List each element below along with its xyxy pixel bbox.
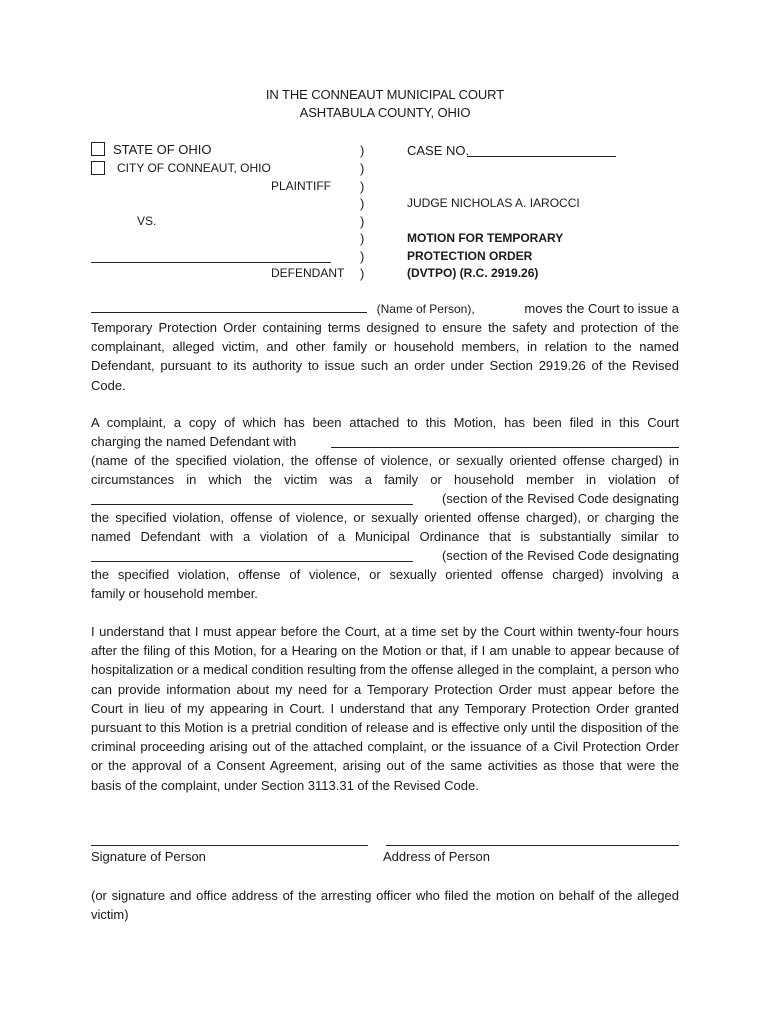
para1-first-line xyxy=(91,299,679,319)
revised-code-section-line[interactable] xyxy=(91,492,413,505)
para3-body: I understand that I must appear before the Court, at a time set by the Court within twenty-four hours after the filing of this Motion, for a Hearing on the Motion or that, if I am unable to appear because of hospitalization or a medical condition resulting from the offense alleged in the complaint, a person who can provide information about my need for a Temporary Protection Order must appear before the Court in lieu of my appearing in Court. I understand that any Temporary Protection Order granted pursuant to this Motion is a pretrial condition of release and is effective only until the disposition of the criminal proceeding arising out of the attached complaint, or the issuance of a Civil Protection Order or the approval of a Consent Agreement, arising out of the same activities as those that were the basis of the complaint, under Section 3113.31 of the Revised Code. xyxy=(91,624,679,793)
motion-title-line2: PROTECTION ORDER xyxy=(407,249,533,263)
city-of-conneaut-label: CITY OF CONNEAUT, OHIO xyxy=(117,161,271,175)
address-label: Address of Person xyxy=(383,849,490,864)
state-of-ohio-label: STATE OF OHIO xyxy=(113,142,212,157)
para2-line2-lead: charging the named Defendant with xyxy=(91,434,297,449)
caption-paren: ) xyxy=(360,179,365,194)
para2-line2 xyxy=(91,432,679,451)
address-line[interactable] xyxy=(386,845,679,846)
motion-title-line3: (DVTPO) (R.C. 2919.26) xyxy=(407,266,539,280)
defendant-name-line[interactable] xyxy=(91,262,331,263)
caption-paren: ) xyxy=(360,161,365,176)
para2-line5-tail: (section of the Revised Code designating xyxy=(441,491,679,506)
officer-note: (or signature and office address of the arresting officer who filed the motion on behalf of the alleged victim) xyxy=(91,888,679,923)
county-name: ASHTABULA COUNTY, OHIO xyxy=(299,105,471,120)
violation-name-line[interactable] xyxy=(331,435,679,448)
para2-line1: A complaint, a copy of which has been attached to this Motion, has been filed in this Court xyxy=(91,415,679,430)
para2-line8-tail: (section of the Revised Code designating xyxy=(441,548,679,563)
case-number-line[interactable] xyxy=(467,156,616,157)
caption-paren: ) xyxy=(360,231,365,246)
para2-line4: circumstances in which the victim was a family or household member in violation of xyxy=(91,472,679,487)
name-hint: (Name of Person), xyxy=(376,302,475,316)
para2-line9: the specified violation, offense of violence, or sexually oriented offense charged) involving a xyxy=(91,567,679,582)
caption-paren: ) xyxy=(360,196,365,211)
motion-title-line1: MOTION FOR TEMPORARY xyxy=(407,231,564,245)
para1-lead: moves the Court to issue a xyxy=(524,301,679,316)
para2-line3: (name of the specified violation, the offense of violence, or sexually oriented offense charged) in xyxy=(91,453,679,468)
signature-label: Signature of Person xyxy=(91,849,206,864)
state-of-ohio-checkbox[interactable] xyxy=(91,142,105,156)
caption-paren: ) xyxy=(360,143,365,158)
signature-line[interactable] xyxy=(91,845,368,846)
para2-line10: family or household member. xyxy=(91,586,258,601)
para1-body: Temporary Protection Order containing terms designed to ensure the safety and protection of the complainant, alleged victim, and other family or household members, in relation to the named Defendant, pursuant to its authority to issue such an order under Section 2919.26 of the Revised Code. xyxy=(91,320,679,393)
plaintiff-label: PLAINTIFF xyxy=(271,179,332,193)
case-number-label: CASE NO. xyxy=(407,143,470,158)
para2-line6: the specified violation, offense of violence, or sexually oriented offense charged), or charging the xyxy=(91,510,679,525)
defendant-label: DEFENDANT xyxy=(271,266,345,280)
judge-name: JUDGE NICHOLAS A. IAROCCI xyxy=(407,196,580,210)
person-name-line[interactable] xyxy=(91,300,367,313)
para2-line7: named Defendant with a violation of a Municipal Ordinance that is substantially similar to xyxy=(91,529,679,544)
ordinance-section-line[interactable] xyxy=(91,549,413,562)
vs-label: VS. xyxy=(137,214,157,228)
caption-paren: ) xyxy=(360,266,365,281)
court-name: IN THE CONNEAUT MUNICIPAL COURT xyxy=(265,87,505,102)
caption-paren: ) xyxy=(360,214,365,229)
city-of-conneaut-checkbox[interactable] xyxy=(91,161,105,175)
caption-paren: ) xyxy=(360,249,365,264)
